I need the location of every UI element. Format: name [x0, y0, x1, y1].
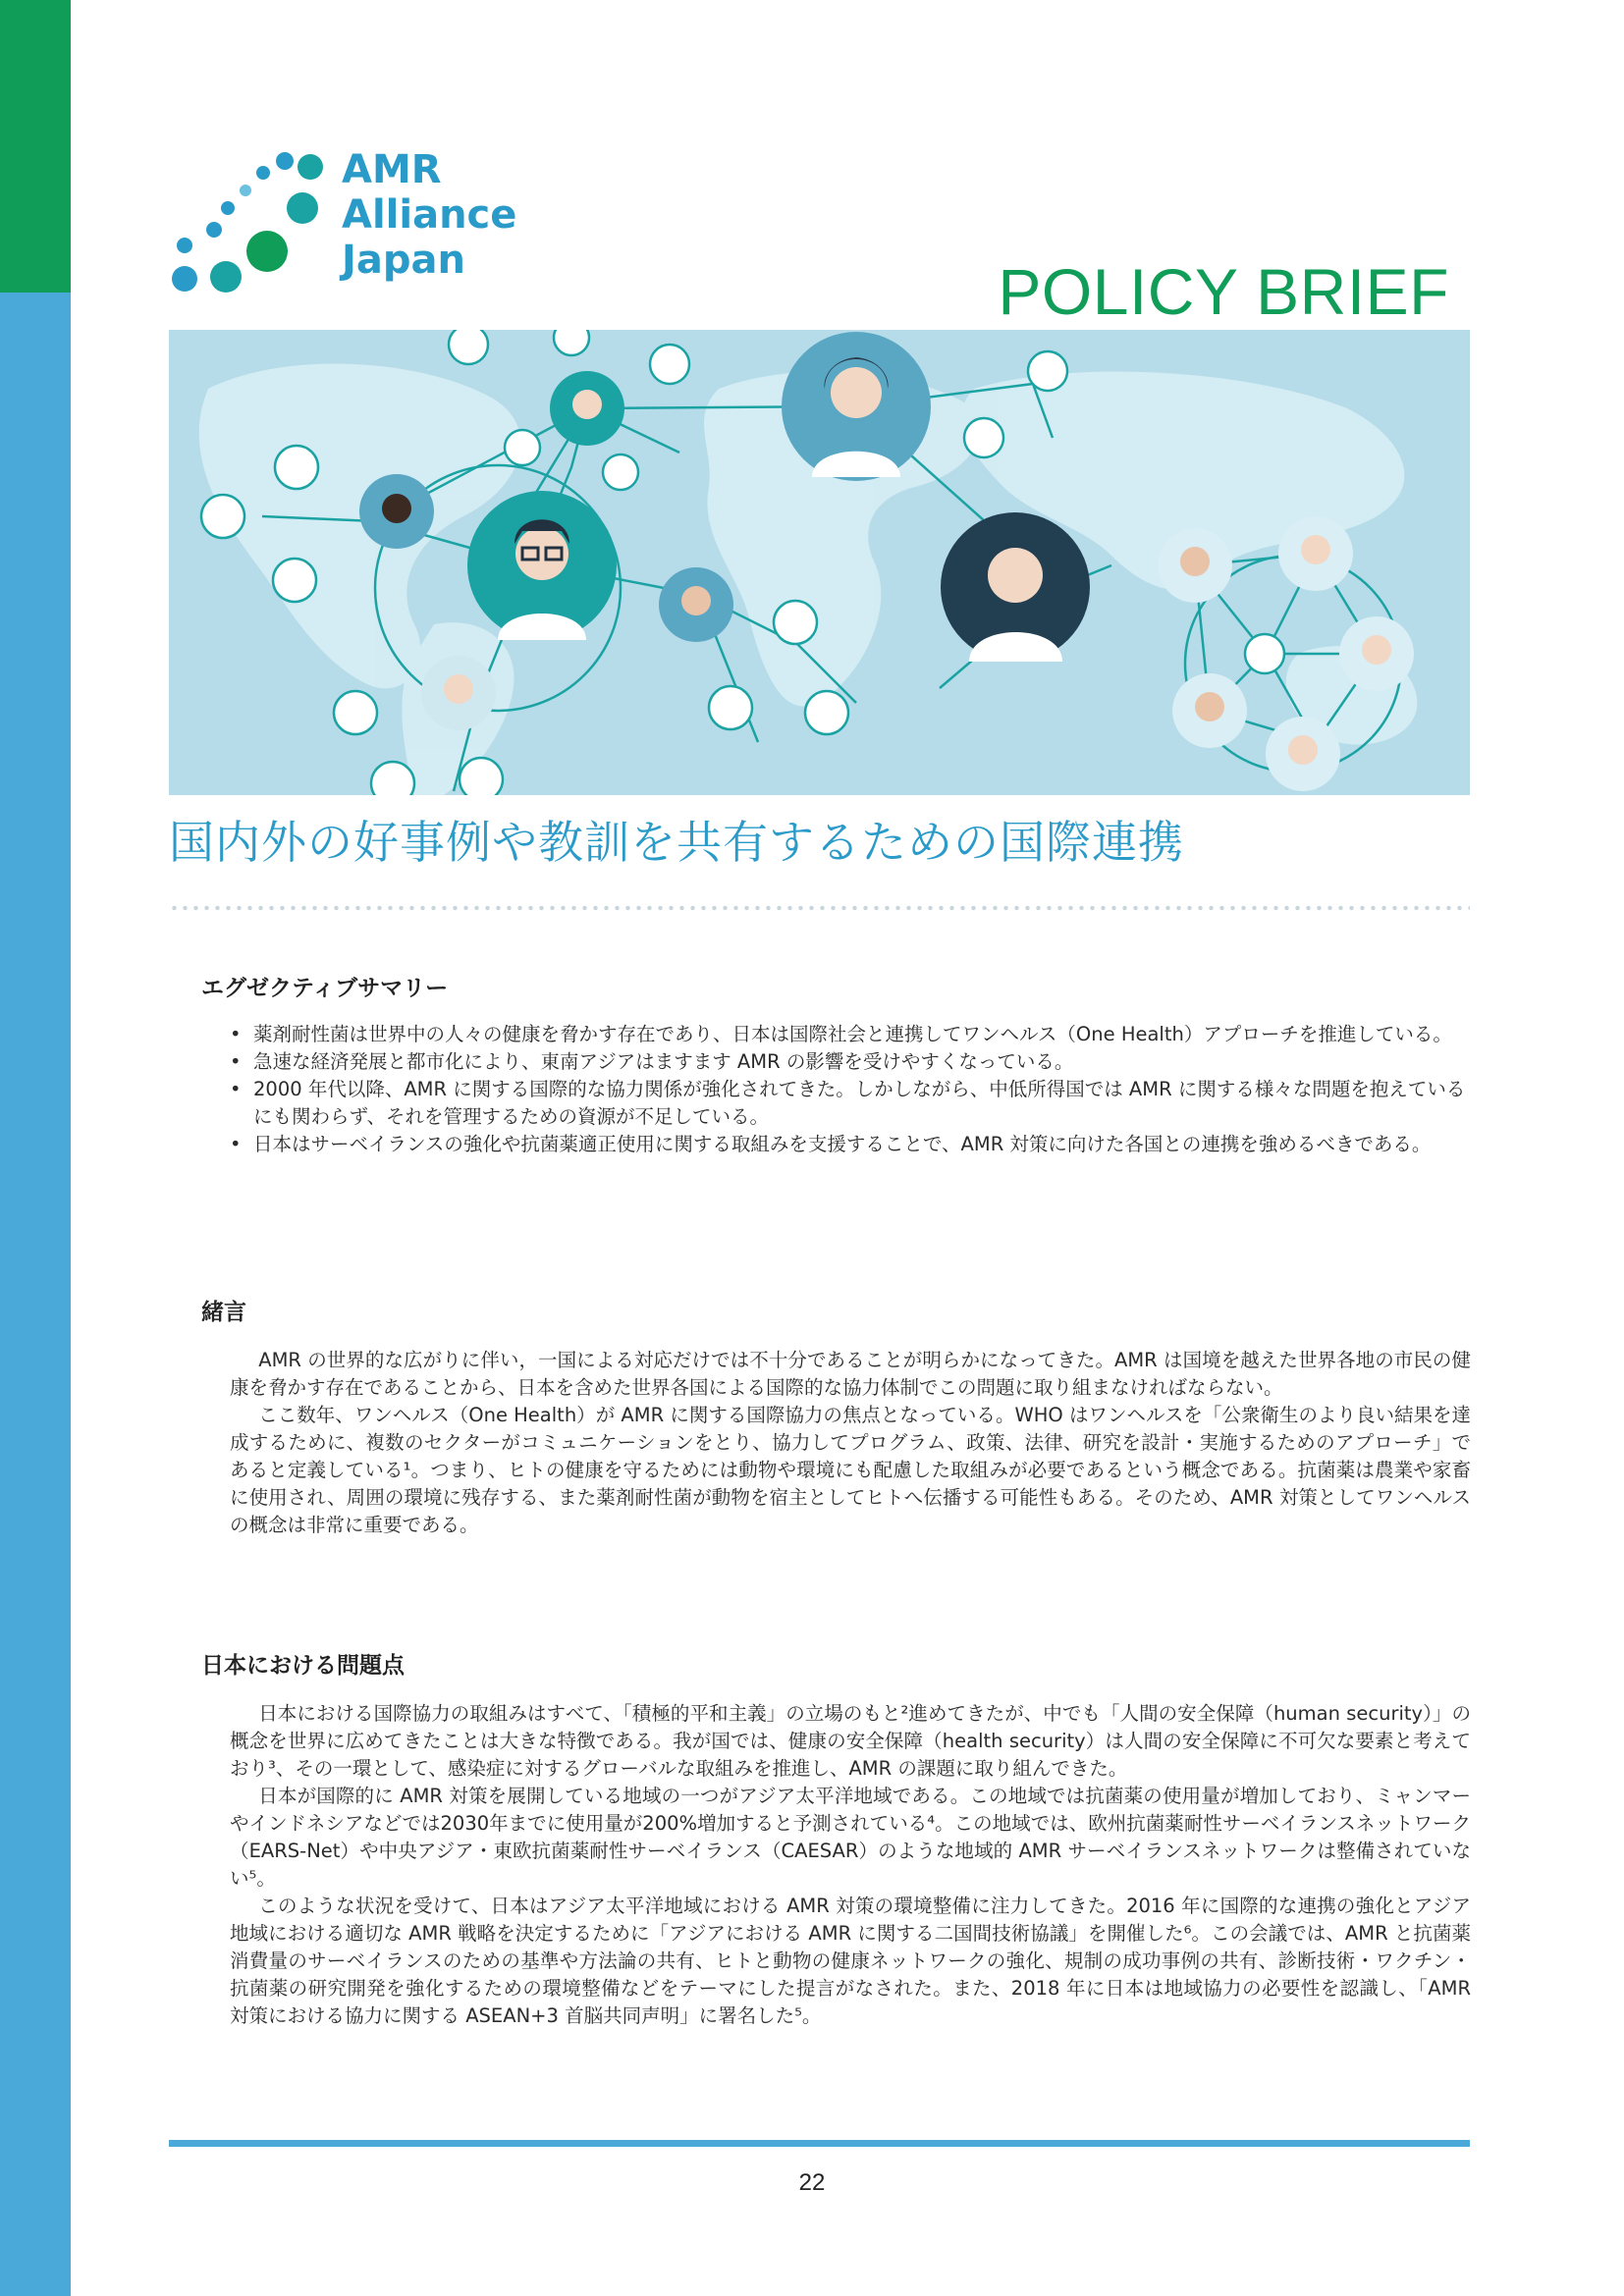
hero-illustration: [169, 330, 1470, 795]
issues-paragraph: 日本が国際的に AMR 対策を展開している地域の一つがアジア太平洋地域である。この地域では抗菌薬の使用量が増加しており、ミャンマーやインドネシアなどでは2030年までに使用量が200%増加すると予測されている⁴。この地域では、欧州抗菌薬耐性サーベイランスネットワーク（EARS-Net）や中央アジア・東欧抗菌薬耐性サーベイランス（CAESAR）のような地域的 AMR サーベイランスネットワークは整備されていない⁵。: [230, 1785, 1471, 1890]
summary-item: • 急速な経済発展と都市化により、東南アジアはますます AMR の影響を受けやすくなっている。: [226, 1048, 1471, 1076]
summary-item: • 薬剤耐性菌は世界中の人々の健康を脅かす存在であり、日本は国際社会と連携してワンヘルス（One Health）アプローチを推進している。: [226, 1021, 1471, 1048]
summary-item: • 2000 年代以降、AMR に関する国際的な協力関係が強化されてきた。しかしながら、中低所得国では AMR に関する様々な問題を抱えているにも関わらず、それを管理するための資源が不足している。: [226, 1076, 1471, 1131]
summary-list: [226, 1021, 1471, 1158]
policy-brief-label: POLICY BRIEF: [998, 255, 1449, 328]
summary-heading: エグゼクティブサマリー: [201, 976, 449, 1001]
logo-dots-icon: [165, 147, 337, 304]
intro-heading: 緒言: [201, 1300, 246, 1325]
intro-paragraph: AMR の世界的な広がりに伴い，一国による対応だけでは不十分であることが明らかになってきた。AMR は国境を越えた世界各地の市民の健康を脅かす存在であることから、日本を含めた世界各国による国際的な協力体制でこの問題に取り組まなければならない。: [230, 1349, 1471, 1399]
footer-rule: [169, 2140, 1470, 2147]
intro-paragraph: ここ数年、ワンヘルス（One Health）が AMR に関する国際協力の焦点となっている。WHO はワンヘルスを「公衆衛生のより良い結果を達成するために、複数のセクターがコミュニケーションをとり、協力してプログラム、政策、法律、研究を設計・実施するためのアプローチ」であると定義している¹。つまり、ヒトの健康を守るためには動物や環境にも配慮した取組みが必要であるという概念である。抗菌薬は農業や家畜に使用され、周囲の環境に残存する、また薬剤耐性菌が動物を宿主としてヒトへ伝播する可能性もある。そのため、AMR 対策としてワンヘルスの概念は非常に重要である。: [230, 1404, 1471, 1536]
issues-body: [230, 1700, 1471, 2030]
intro-body: [230, 1347, 1471, 1539]
side-bar-green: [0, 0, 71, 293]
logo-wordmark: AMR Alliance Japan: [342, 147, 517, 283]
issues-heading: 日本における問題点: [201, 1653, 405, 1679]
summary-item: • 日本はサーベイランスの強化や抗菌薬適正使用に関する取組みを支援することで、AMR 対策に向けた各国との連携を強めるべきである。: [226, 1131, 1471, 1158]
world-network-icon: [169, 330, 1470, 795]
amr-alliance-logo: [165, 147, 518, 304]
page-title: 国内外の好事例や教訓を共有するための国際連携: [169, 816, 1184, 869]
issues-paragraph: 日本における国際協力の取組みはすべて、「積極的平和主義」の立場のもと²進めてきたが、中でも「人間の安全保障（human security）」の概念を世界に広めてきたことは大きな特徴である。我が国では、健康の安全保障（health security）は人間の安全保障に不可欠な要素と考えており³、その一環として、感染症に対するグローバルな取組みを推進し、AMR の課題に取り組んできた。: [230, 1702, 1471, 1780]
side-bar-blue: [0, 293, 71, 2296]
issues-paragraph: このような状況を受けて、日本はアジア太平洋地域における AMR 対策の環境整備に注力してきた。2016 年に国際的な連携の強化とアジア地域における適切な AMR 戦略を決定するために「アジアにおける AMR に関する二国間技術協議」を開催した⁶。この会議では、AMR と抗菌薬消費量のサーベイランスのための基準や方法論の共有、ヒトと動物の健康ネットワークの強化、規制の成功事例の共有、診断技術・ワクチン・抗菌薬の研究開発を強化するための環境整備などをテーマにした提言がなされた。また、2018 年に日本は地域協力の必要性を認識し、「AMR 対策における協力に関する ASEAN+3 首脳共同声明」に署名した⁵。: [230, 1895, 1471, 2027]
dotted-divider: [169, 905, 1470, 911]
page-number: 22: [798, 2169, 826, 2196]
